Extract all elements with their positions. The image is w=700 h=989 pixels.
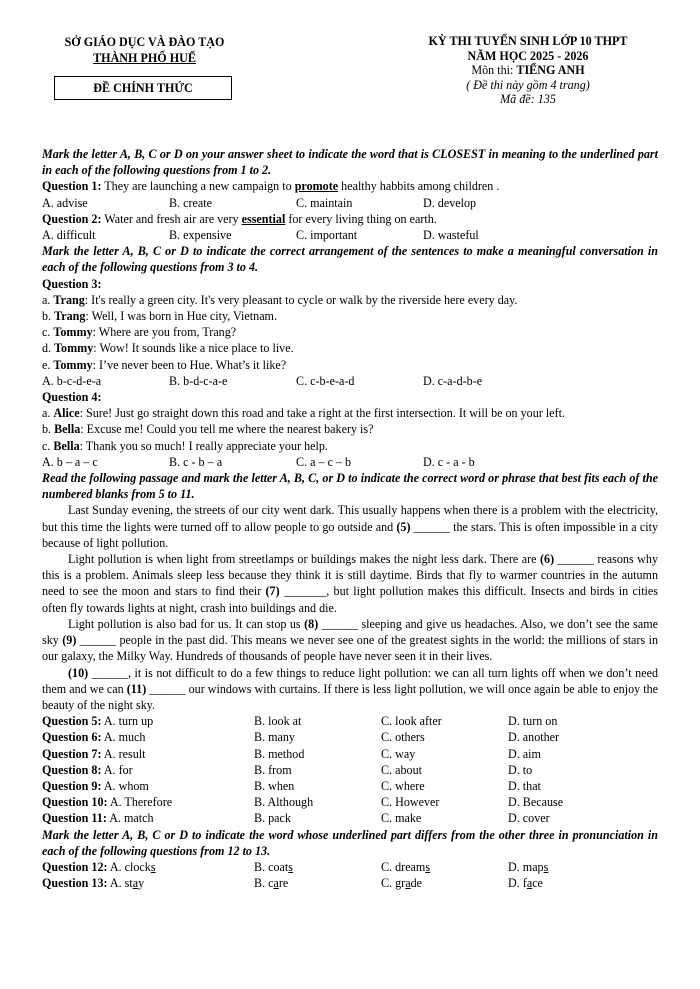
question-label: Question 8: xyxy=(42,762,102,777)
question-6-row xyxy=(42,729,658,745)
passage-text: ______ sleeping and give us headaches. Also, we don’t see the same sky xyxy=(42,616,658,648)
question-text: Water and fresh air are very xyxy=(101,211,242,226)
passage-paragraph-2 xyxy=(42,551,658,616)
subject-line xyxy=(398,63,658,78)
conversation-line xyxy=(42,340,658,356)
question-12-row xyxy=(42,859,658,875)
option-b[interactable]: B. method xyxy=(254,746,305,761)
line-prefix: c. xyxy=(42,325,54,340)
option-c[interactable]: C. others xyxy=(381,730,425,745)
option-c[interactable]: C. way xyxy=(381,746,416,761)
speaker: Tommy xyxy=(53,357,93,372)
option-c[interactable] xyxy=(381,875,508,891)
question-3-label: Question 3: xyxy=(42,276,102,291)
option-b[interactable] xyxy=(254,859,381,875)
blank-number: (10) xyxy=(68,665,89,680)
option-d[interactable]: D. Because xyxy=(508,795,564,810)
option-c[interactable] xyxy=(381,859,508,875)
department-name: SỞ GIÁO DỤC VÀ ĐÀO TẠO xyxy=(64,35,225,49)
passage-text: Last Sunday evening, the streets of our city went dark. This usually happens when there is a problem with the electricity, but this time the lights were turned off to allow people to go outside and xyxy=(42,503,658,534)
question-8-row xyxy=(42,762,658,778)
word-part: C. dream xyxy=(381,859,426,874)
option-c[interactable]: C. about xyxy=(381,762,422,777)
question-text: healthy habbits among children . xyxy=(338,179,500,194)
word-part: C. gr xyxy=(381,876,406,891)
option-a[interactable]: A. whom xyxy=(101,778,149,793)
question-2-options xyxy=(42,227,658,243)
school-year: NĂM HỌC 2025 - 2026 xyxy=(467,48,589,63)
line-prefix: c. xyxy=(42,438,54,453)
option-a[interactable]: A. b – a – c xyxy=(42,454,98,469)
conversation-line xyxy=(42,421,658,437)
line-prefix: a. xyxy=(42,406,54,421)
option-c[interactable]: C. maintain xyxy=(296,195,353,210)
passage-text: ______ people in the past did. This means we never see one of the greatest sights in the world: the millions of stars in our galaxy, the Milky Way. Hundreds of thousands of people have never seen it in their lives. xyxy=(42,633,658,664)
question-label: Question 5: xyxy=(42,714,102,729)
option-d[interactable]: D. to xyxy=(508,762,533,777)
question-11-row xyxy=(42,810,658,826)
section2-instruction: Mark the letter A, B, C or D to indicate the correct arrangement of the sentences to make a meaningful conversation in each of the following questions from 3 to 4. xyxy=(42,244,658,275)
option-a[interactable]: A. b-c-d-e-a xyxy=(42,373,102,388)
blank-number: (7) xyxy=(265,584,280,599)
question-label: Question 9: xyxy=(42,778,102,793)
section4-instruction: Mark the letter A, B, C or D to indicate the word whose underlined part differs from the other three in pronunciation in each of the following questions from 12 to 13. xyxy=(42,827,658,858)
exam-title: KỲ THI TUYỂN SINH LỚP 10 THPT xyxy=(428,34,628,48)
passage-text: Light pollution is when light from streetlamps or buildings makes the night less dark. There are xyxy=(68,552,540,567)
passage-paragraph-4 xyxy=(42,665,658,714)
conversation-line xyxy=(42,324,658,340)
blank-number: (11) xyxy=(126,681,147,696)
option-a[interactable]: A. for xyxy=(101,762,133,777)
question-1-options xyxy=(42,195,658,211)
question-10-row xyxy=(42,794,658,810)
passage-paragraph-1 xyxy=(42,502,658,551)
passage-paragraph-3 xyxy=(42,616,658,665)
exam-code: Mã đề: 135 xyxy=(500,92,556,106)
conversation-line xyxy=(42,405,658,421)
option-d[interactable]: D. cover xyxy=(508,811,550,826)
question-13-row xyxy=(42,875,658,891)
option-b[interactable]: B. look at xyxy=(254,714,302,729)
passage-text: ______ our windows with curtains. If there is less light pollution, we will once again be able to enjoy the beauty of the night sky. xyxy=(42,681,659,712)
option-d[interactable]: D. wasteful xyxy=(423,228,479,243)
word-part: D. map xyxy=(508,859,544,874)
blank-number: (6) xyxy=(540,552,555,567)
question-label: Question 11: xyxy=(42,811,107,826)
option-a[interactable]: A. result xyxy=(101,746,146,761)
section3-instruction: Read the following passage and mark the letter A, B, C, or D to indicate the correct word or phrase that best fits each of the numbered blanks from 5 to 11. xyxy=(42,471,658,502)
line-text: : It's really a green city. It's very pleasant to cycle or walk by the riverside here every day. xyxy=(84,292,518,307)
option-d[interactable]: D. aim xyxy=(508,746,541,761)
underlined-part: s xyxy=(288,859,293,874)
option-c[interactable]: C. look after xyxy=(381,714,442,729)
question-text: for every living thing on earth. xyxy=(285,211,437,226)
line-text: : Where are you from, Trang? xyxy=(92,325,237,340)
question-4-options xyxy=(42,454,658,470)
blank-number: (5) xyxy=(396,519,411,534)
question-label: Question 13: xyxy=(42,876,108,891)
underlined-part: a xyxy=(405,876,411,891)
speaker: Tommy xyxy=(54,341,94,356)
word-part: A. st xyxy=(107,876,133,891)
option-a[interactable]: A. Therefore xyxy=(107,795,173,810)
passage-text: Light pollution is also bad for us. It can stop us xyxy=(68,616,305,631)
word-part: B. coat xyxy=(254,859,289,874)
option-d[interactable]: D. develop xyxy=(423,195,477,210)
question-3-options xyxy=(42,373,658,389)
underlined-part: a xyxy=(273,876,279,891)
option-b[interactable]: B. c - b – a xyxy=(169,454,223,469)
conversation-line xyxy=(42,308,658,324)
line-text: : Sure! Just go straight down this road and take a right at the first intersection. It will be on your left. xyxy=(79,406,565,421)
subject-name: TIẾNG ANH xyxy=(516,63,585,77)
option-b[interactable]: B. many xyxy=(254,730,295,745)
passage-text: ______, it is not difficult to do a few things to reduce light pollution: we can all turn lights off when we don’t need them and we can xyxy=(42,665,658,696)
option-a[interactable] xyxy=(108,876,145,890)
option-a[interactable]: A. advise xyxy=(42,195,88,210)
line-text: : Excuse me! Could you tell me where the nearest bakery is? xyxy=(80,422,374,437)
question-text: They are launching a new campaign to xyxy=(101,179,295,194)
line-text: : Well, I was born in Hue city, Vietnam. xyxy=(85,309,277,324)
header-left xyxy=(42,34,247,66)
option-b[interactable]: B. from xyxy=(254,762,292,777)
option-d[interactable]: D. another xyxy=(508,730,560,745)
official-exam-box: ĐỀ CHÍNH THỨC xyxy=(54,76,232,100)
line-prefix: d. xyxy=(42,341,55,356)
option-a[interactable]: A. difficult xyxy=(42,228,96,243)
speaker: Trang xyxy=(53,292,85,307)
option-b[interactable]: B. pack xyxy=(254,811,291,826)
question-7-row xyxy=(42,746,658,762)
option-d[interactable]: D. turn on xyxy=(508,714,558,729)
passage-text: ______ reasons why this is a problem. Animals sleep less because they think it is still daytime. Birds that fly to warmer countries in the autumn need to see the moon and stars to find their xyxy=(42,552,659,599)
option-a[interactable]: A. turn up xyxy=(101,714,154,729)
pages-note: ( Đề thi này gồm 4 trang) xyxy=(466,77,590,92)
option-b[interactable]: B. b-d-c-a-e xyxy=(169,373,228,388)
city-name: THÀNH PHỐ HUẾ xyxy=(93,51,196,66)
option-c[interactable]: C. make xyxy=(381,811,422,826)
option-d[interactable] xyxy=(508,875,543,891)
conversation-line xyxy=(42,357,658,373)
blank-number: (8) xyxy=(304,616,319,631)
line-prefix: b. xyxy=(42,422,55,437)
option-a[interactable]: A. much xyxy=(101,730,146,745)
option-b[interactable]: B. when xyxy=(254,778,295,793)
option-d[interactable] xyxy=(508,859,548,875)
subject-label: Môn thi: xyxy=(471,63,517,77)
option-a[interactable]: A. match xyxy=(106,811,154,826)
header-right xyxy=(398,34,658,107)
line-prefix: a. xyxy=(42,292,54,307)
word-part: D. f xyxy=(508,876,527,891)
underlined-part: a xyxy=(132,876,139,891)
question-label: Question 2: xyxy=(42,211,102,226)
question-label: Question 6: xyxy=(42,730,102,745)
speaker: Bella xyxy=(53,438,80,453)
option-d[interactable]: D. that xyxy=(508,778,541,793)
conversation-line xyxy=(42,292,658,308)
option-b[interactable] xyxy=(254,875,381,891)
question-2 xyxy=(42,211,658,227)
option-c[interactable]: C. important xyxy=(296,228,358,243)
speaker: Trang xyxy=(54,309,86,324)
option-c[interactable]: C. a – c – b xyxy=(296,454,352,469)
conversation-line xyxy=(42,438,658,454)
blank-number: (9) xyxy=(62,633,77,648)
line-text: : Thank you so much! I really appreciate your help. xyxy=(79,438,328,453)
underlined-word: promote xyxy=(294,179,339,194)
option-b[interactable]: B. expensive xyxy=(169,228,232,243)
underlined-word: essential xyxy=(241,211,286,226)
passage-text: ______ the stars. This is often impossible in a city because of light pollution. xyxy=(42,519,658,550)
option-c[interactable]: C. c-b-e-a-d xyxy=(296,373,355,388)
word-part: ce xyxy=(532,876,543,891)
passage-text: _______, but light pollution makes this difficult. Insects and birds in cities often fly towards lights at night, crash into buildings and die. xyxy=(42,584,658,615)
question-1 xyxy=(42,178,658,194)
word-part: B. c xyxy=(254,876,274,891)
question-label: Question 7: xyxy=(42,746,102,761)
option-d[interactable]: D. c - a - b xyxy=(423,454,475,469)
option-b[interactable]: B. create xyxy=(169,195,212,210)
question-label: Question 1: xyxy=(42,179,102,194)
line-text: : Wow! It sounds like a nice place to live. xyxy=(93,341,294,356)
option-b[interactable]: B. Although xyxy=(254,795,314,810)
question-4-label: Question 4: xyxy=(42,390,102,405)
word-part: de xyxy=(410,876,422,891)
question-label: Question 10: xyxy=(42,795,108,810)
word-part: A. clock xyxy=(107,859,151,874)
speaker: Alice xyxy=(53,406,80,421)
word-part: re xyxy=(278,876,289,891)
option-d[interactable]: D. c-a-d-b-e xyxy=(423,373,483,388)
underlined-part: s xyxy=(425,859,431,874)
word-part: y xyxy=(138,876,145,891)
section1-instruction: Mark the letter A, B, C or D on your answer sheet to indicate the word that is CLOSEST in meaning to the underlined part in each of the following questions from 1 to 2. xyxy=(42,147,658,178)
exam-header xyxy=(42,34,658,146)
underlined-part: s xyxy=(150,859,156,874)
line-prefix: e. xyxy=(42,357,54,372)
underlined-part: s xyxy=(543,859,549,874)
line-text: : I’ve never been to Hue. What’s it like? xyxy=(92,357,287,372)
option-a[interactable] xyxy=(108,860,156,874)
question-5-row xyxy=(42,713,658,729)
speaker: Bella xyxy=(54,422,81,437)
question-9-row xyxy=(42,778,658,794)
option-c[interactable]: C. where xyxy=(381,778,425,793)
speaker: Tommy xyxy=(53,325,93,340)
underlined-part: a xyxy=(526,876,533,891)
option-c[interactable]: C. However xyxy=(381,795,440,810)
question-label: Question 12: xyxy=(42,859,108,874)
line-prefix: b. xyxy=(42,309,55,324)
